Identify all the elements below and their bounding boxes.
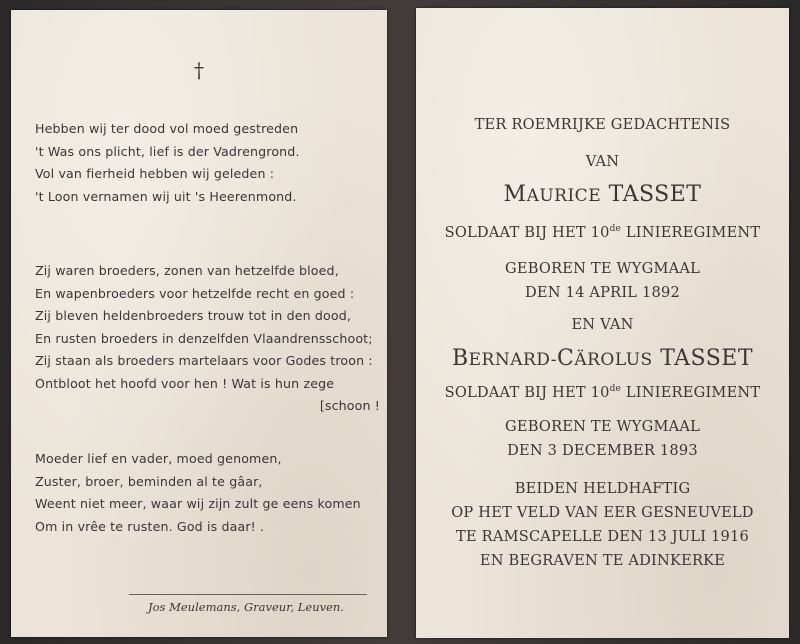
poem-line: Hebben wij ter dood vol moed gestreden: [35, 121, 299, 136]
person2-first-rest: ERNARD-: [468, 350, 557, 370]
person1-rank-post: LINIEREGIMENT: [621, 224, 761, 241]
person2-rank-pre: SOLDAAT BIJ HET 10: [444, 384, 610, 401]
poem-line: Zij staan als broeders martelaars voor Godes troon :: [35, 353, 373, 368]
closing-line: EN BEGRAVEN TE ADINKERKE: [479, 552, 726, 569]
van-label: VAN: [585, 153, 620, 170]
poem-line: Om in vrêe te rusten. God is daar! .: [35, 518, 265, 534]
poem-line: Zij waren broeders, zonen van hetzelfde bloed,: [35, 263, 339, 278]
poem-line: Ontbloot het hoofd voor hen ! Wat is hun zege: [35, 375, 335, 391]
engraver-divider: [129, 594, 367, 595]
person1-birthplace: GEBOREN TE WYGMAAL: [505, 260, 700, 277]
poem-line: 't Loon vernamen wij uit 's Heerenmond.: [35, 188, 297, 204]
person1-last-name: TASSET: [608, 182, 702, 207]
poem-line: En wapenbroeders voor hetzelfde recht en goed :: [35, 285, 355, 301]
poem-stanza-1: [35, 118, 380, 208]
poem-line: 't Was ons plicht, lief is der Vadrengrond.: [35, 143, 300, 159]
person1-rank-pre: SOLDAAT BIJ HET 10: [444, 224, 610, 241]
poem-line: Zuster, broer, beminden al te gâar,: [35, 473, 263, 489]
poem-line: Vol van fierheid hebben wij geleden :: [35, 166, 275, 181]
person1-rank: [416, 224, 789, 241]
en-van-label: EN VAN: [571, 316, 634, 333]
person1-name: [416, 182, 789, 207]
memorial-heading: TER ROEMRIJKE GEDACHTENIS: [474, 116, 731, 133]
poem-line: Zij bleven heldenbroeders trouw tot in den dood,: [35, 308, 352, 323]
person2-rank-post: LINIEREGIMENT: [621, 384, 761, 401]
person1-rank-sup: de: [609, 224, 622, 235]
person1-first-initial: M: [503, 182, 527, 207]
engraver-credit: Jos Meulemans, Graveur, Leuven.: [148, 600, 344, 614]
person2-rank: [416, 384, 789, 401]
poem-stanza-2: [35, 260, 380, 418]
poem-stanza-3: [35, 448, 380, 538]
person1-birthdate: DEN 14 APRIL 1892: [525, 284, 680, 301]
poem-line: Weent niet meer, waar wij zijn zult ge eens komen: [35, 496, 361, 511]
person2-birthplace: GEBOREN TE WYGMAAL: [505, 418, 700, 435]
person2-second-initial: C: [556, 346, 575, 371]
person2-birthdate: DEN 3 DECEMBER 1893: [507, 442, 698, 459]
memorial-card-right: [416, 8, 789, 638]
closing-line: BEIDEN HELDHAFTIG: [514, 480, 691, 497]
poem-line-continuation: [schoon !: [319, 398, 380, 413]
closing-line: TE RAMSCAPELLE DEN 13 JULI 1916: [456, 528, 749, 545]
poem-line: Moeder lief en vader, moed genomen,: [35, 451, 282, 466]
person2-rank-sup: de: [609, 384, 622, 395]
person2-first-initial: B: [451, 346, 469, 371]
person2-second-rest: ÄROLUS: [574, 350, 653, 370]
cross-icon: †: [194, 58, 204, 82]
closing-line: OP HET VELD VAN EER GESNEUVELD: [451, 504, 754, 521]
poem-line: En rusten broeders in denzelfden Vlaandrensschoot;: [35, 330, 373, 346]
person2-name: [416, 346, 789, 371]
memorial-card-left: [11, 10, 387, 637]
person2-last-name: TASSET: [660, 346, 754, 371]
person1-first-rest: AURICE: [526, 186, 602, 206]
